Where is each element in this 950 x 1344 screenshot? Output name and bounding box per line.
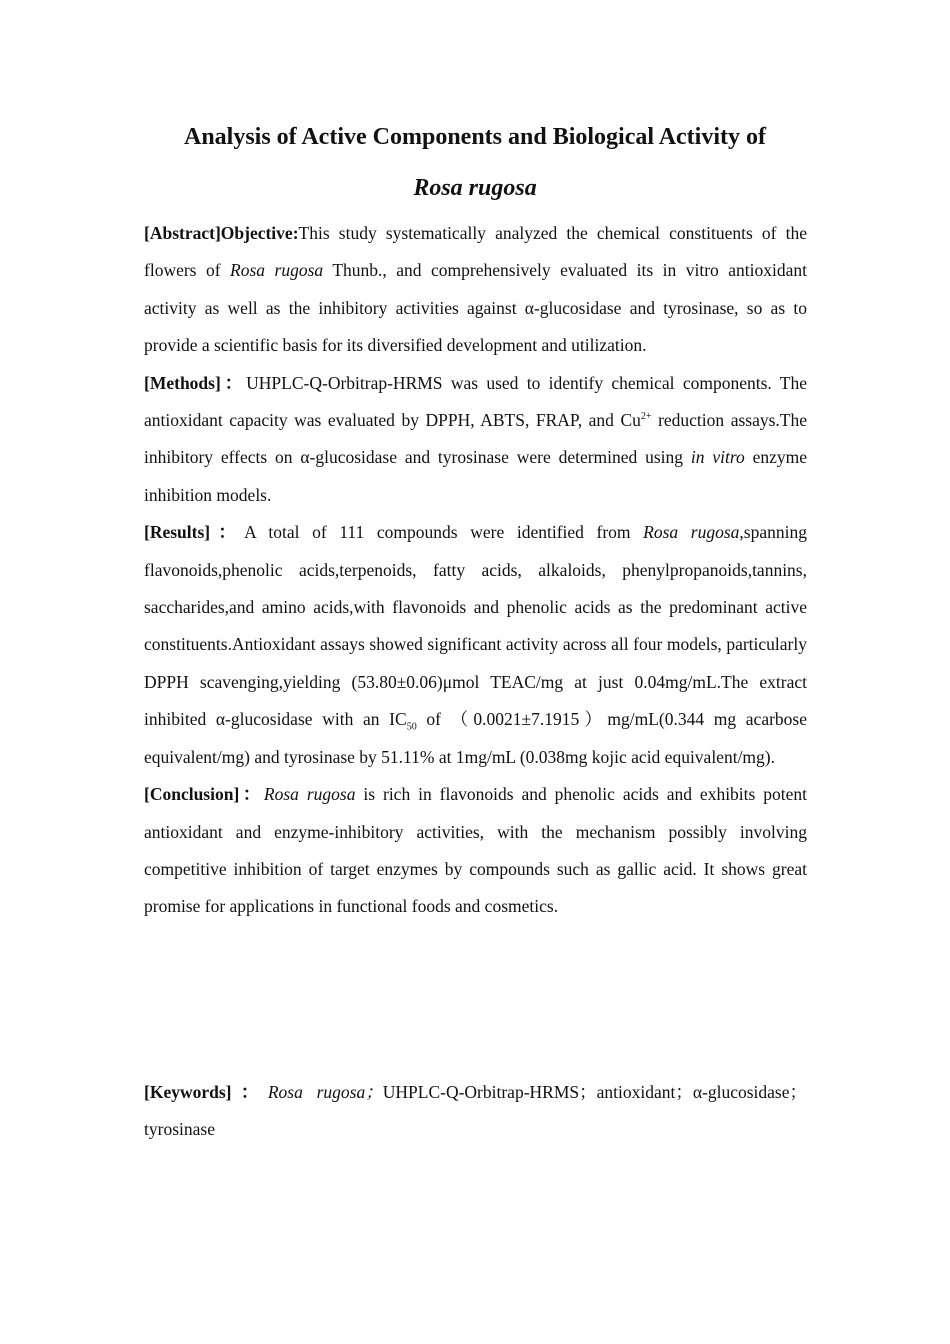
keywords-list: UHPLC-Q-Orbitrap-HRMS；antioxidant；α-glucosidase；tyrosinase — [144, 1082, 808, 1140]
results-text-1: A total of 111 compounds were identified from — [244, 522, 644, 543]
keywords-label: [Keywords]： — [144, 1082, 268, 1102]
paper-title: Analysis of Active Components and Biological Activity of — [183, 124, 766, 150]
abstract-objective-species: Rosa rugosa — [230, 260, 324, 281]
abstract-objective-text-1: This study systematically analyzed the chemical constituents of the flowers of — [144, 223, 807, 281]
conclusion-text-1: is rich in flavonoids and phenolic acids and exhibits potent antioxidant and enzyme-inhibitory activities, with the mechanism possibly involving competitive inhibition of target enzymes by compounds such as gallic acid. It shows great promise for applications in functional foods and cosmetics. — [144, 784, 808, 917]
keywords-species: Rosa rugosa； — [267, 1082, 383, 1102]
paper-title-species: Rosa rugosa — [413, 175, 537, 201]
abstract-objective-paragraph — [144, 215, 807, 365]
methods-text-3: enzyme inhibition models. — [144, 447, 807, 505]
results-text-3: of （0.0021±7.1915）mg/mL(0.344 mg acarbose equivalent/mg) and tyrosinase by 51.11% at 1mg/mL (0.038mg kojic acid equivalent/mg). — [144, 709, 807, 767]
conclusion-paragraph — [144, 776, 807, 926]
abstract-objective-text-2: Thunb., and comprehensively evaluated its in vitro antioxidant activity as well as the inhibitory activities against α-glucosidase and tyrosinase, so as to provide a scientific basis for its diversified development and utilization. — [144, 260, 808, 356]
methods-paragraph — [144, 365, 807, 515]
results-subscript: 50 — [406, 721, 417, 733]
methods-in-vitro: in vitro — [690, 447, 745, 468]
abstract-objective-label: [Abstract]Objective: — [144, 223, 299, 243]
results-species: Rosa rugosa — [643, 522, 740, 543]
methods-label: [Methods]： — [144, 372, 247, 393]
methods-text-2: reduction assays.The inhibitory effects on α-glucosidase and tyrosinase were determined using — [144, 410, 807, 468]
results-text-2: ,spanning flavonoids,phenolic acids,terpenoids, fatty acids, alkaloids, phenylpropanoids,tannins, saccharides,and amino acids,with flavonoids and phenolic acids as the predominant active constituents.Antioxidant assays showed significant activity across all four models, particularly DPPH scavenging,yielding (53.80±0.06)μmol TEAC/mg at just 0.04mg/mL.The extract inhibited α-glucosidase with an IC — [144, 522, 807, 730]
results-label: [Results]： — [144, 522, 245, 543]
keywords-paragraph — [144, 1074, 807, 1149]
abstract-body — [144, 215, 807, 926]
conclusion-label: [Conclusion]： — [144, 784, 264, 805]
results-paragraph — [144, 514, 807, 776]
methods-text-1: UHPLC-Q-Orbitrap-HRMS was used to identify chemical components. The antioxidant capacity was evaluated by DPPH, ABTS, FRAP, and Cu — [144, 372, 807, 431]
methods-superscript: 2+ — [640, 411, 652, 423]
conclusion-species: Rosa rugosa — [263, 784, 356, 805]
